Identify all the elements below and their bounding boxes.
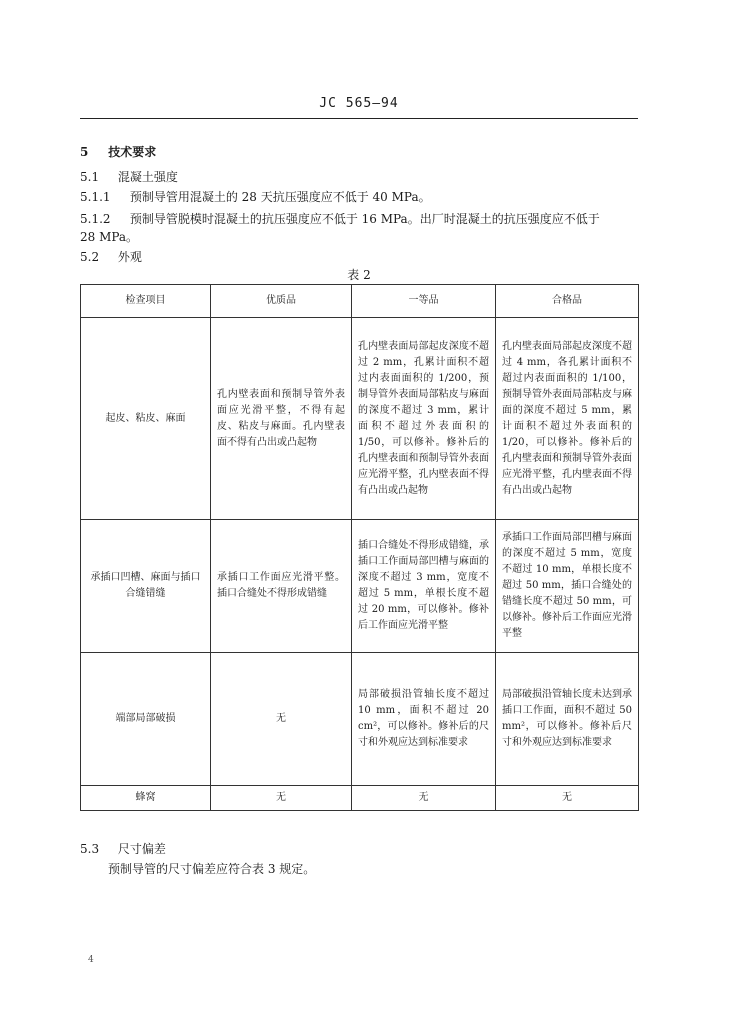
clause-number: 5.1.1 (80, 190, 111, 204)
table-caption: 表 2 (347, 268, 371, 282)
table-row (81, 318, 639, 520)
clause-text: 预制导管用混凝土的 28 天抗压强度应不低于 40 MPa。 (129, 190, 431, 204)
column-header: 检查项目 (81, 285, 211, 318)
column-header: 合格品 (496, 285, 639, 318)
row-item-cell: 起皮、粘皮、麻面 (81, 318, 211, 520)
first-grade-cell: 无 (352, 786, 496, 811)
qualified-grade-cell: 局部破损沿管轴长度未达到承插口工作面，面积不超过 50 mm²，可以修补。修补后尺寸和外观应达到标准要求 (496, 653, 639, 786)
section-title: 尺寸偏差 (117, 842, 166, 856)
section-5-2-heading (80, 248, 142, 265)
section-number: 5.3 (80, 842, 100, 856)
clause-5-3-text: 预制导管的尺寸偏差应符合表 3 规定。 (108, 862, 316, 876)
section-title: 外观 (117, 250, 142, 264)
clause-text: 预制导管脱模时混凝土的抗压强度应不低于 16 MPa。出厂时混凝土的抗压强度应不低于 (129, 212, 600, 226)
first-grade-cell: 孔内壁表面局部起皮深度不超过 2 mm，孔累计面积不超过内表面面积的 1/200，预制导管外表面局部粘皮与麻面的深度不超过 3 mm，累计面积不超过外表面积的 1/50，可以修补。修补后的孔内壁表面和预制导管外表面应光滑平整，孔内壁表面不得有凸出或凸起物 (352, 318, 496, 520)
section-5-heading (80, 143, 156, 160)
document-code-header: JC 565—94 (319, 96, 399, 111)
qualified-grade-cell: 承插口工作面局部凹槽与麻面的深度不超过 5 mm，宽度不超过 10 mm，单根长度不超过 50 mm，插口合缝处的错缝长度不超过 50 mm，可以修补。修补后工作面应光滑平整 (496, 520, 639, 653)
clause-5-1-2 (80, 210, 600, 227)
section-5-1-heading (80, 168, 178, 185)
qualified-grade-cell: 孔内壁表面局部起皮深度不超过 4 mm，各孔累计面积不超过内表面面积的 1/100，预制导管外表面局部粘皮与麻面的深度不超过 5 mm，累计面积不超过外表面积的 1/20，可以修补。修补后的孔内壁表面和预制导管外表面应光滑平整，孔内壁表面不得有凸出或凸起物 (496, 318, 639, 520)
clause-5-1-1 (80, 188, 431, 205)
table-row (81, 520, 639, 653)
row-item-cell: 蜂窝 (81, 786, 211, 811)
first-grade-cell: 插口合缝处不得形成错缝，承插口工作面局部凹槽与麻面的深度不超过 3 mm，宽度不超过 5 mm，单根长度不超过 20 mm，可以修补。修补后工作面应光滑平整 (352, 520, 496, 653)
header-rule (80, 118, 638, 119)
section-number: 5.1 (80, 170, 100, 184)
premium-grade-cell: 无 (211, 653, 352, 786)
first-grade-cell: 局部破损沿管轴长度不超过 10 mm，面积不超过 20 cm²，可以修补。修补后的尺寸和外观应达到标准要求 (352, 653, 496, 786)
section-title: 技术要求 (108, 145, 157, 159)
premium-grade-cell: 承插口工作面应光滑平整。插口合缝处不得形成错缝 (211, 520, 352, 653)
section-5-3-heading (80, 840, 166, 857)
premium-grade-cell: 孔内壁表面和预制导管外表面应光滑平整，不得有起皮、粘皮与麻面。孔内壁表面不得有凸出或凸起物 (211, 318, 352, 520)
premium-grade-cell: 无 (211, 786, 352, 811)
qualified-grade-cell: 无 (496, 786, 639, 811)
row-item-cell: 端部局部破损 (81, 653, 211, 786)
column-header: 优质品 (211, 285, 352, 318)
column-header: 一等品 (352, 285, 496, 318)
section-title: 混凝土强度 (117, 170, 178, 184)
clause-5-1-2-continuation: 28 MPa。 (80, 230, 139, 244)
clause-number: 5.1.2 (80, 212, 111, 226)
page-number: 4 (88, 955, 94, 965)
appearance-spec-table (80, 284, 639, 811)
table-header-row (81, 285, 639, 318)
table-row (81, 786, 639, 811)
table-row (81, 653, 639, 786)
section-number: 5.2 (80, 250, 100, 264)
row-item-cell: 承插口凹槽、麻面与插口合缝错缝 (81, 520, 211, 653)
section-number: 5 (80, 145, 89, 159)
